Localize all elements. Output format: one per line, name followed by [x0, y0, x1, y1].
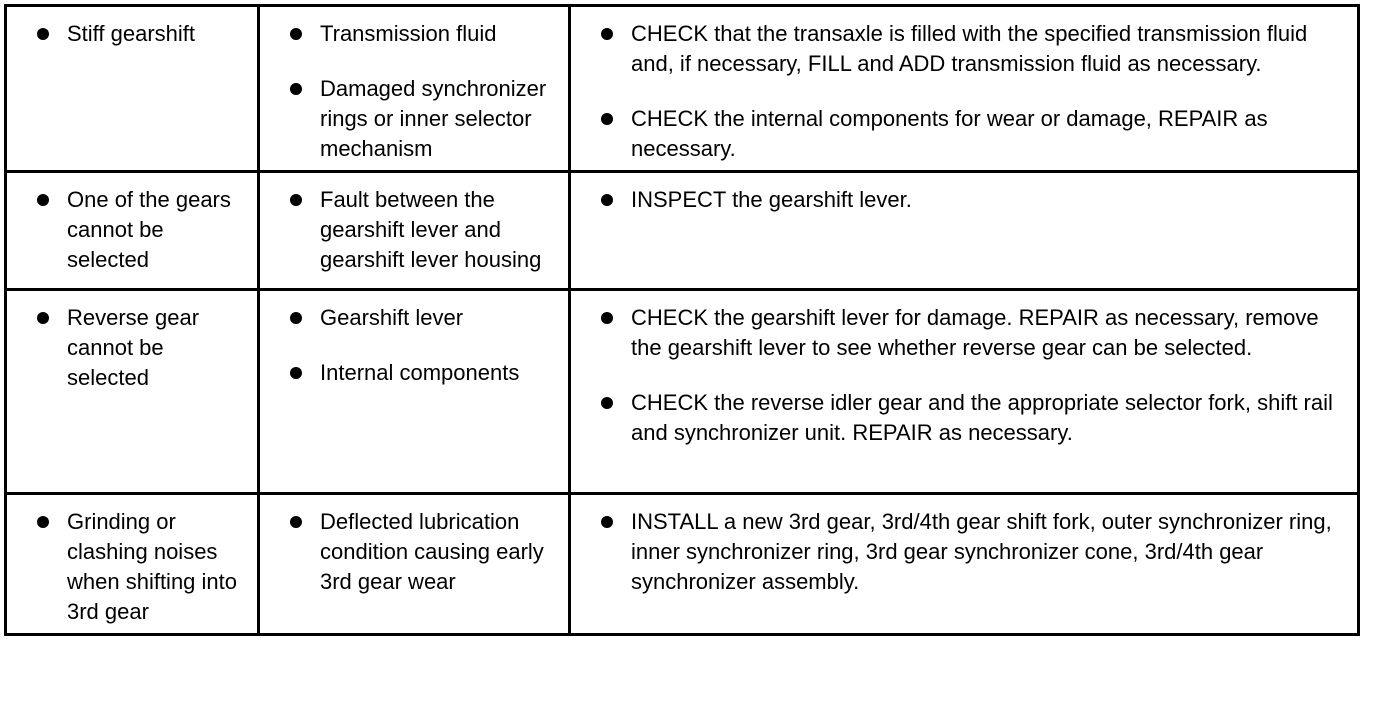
action-item: CHECK that the transaxle is filled with the specified transmission fluid and, if necessary, FILL and ADD transmission fluid as necessary. [595, 19, 1349, 79]
action-item: INSTALL a new 3rd gear, 3rd/4th gear shift fork, outer synchronizer ring, inner synchronizer ring, 3rd gear synchronizer cone, 3rd/4th gear synchronizer assembly. [595, 507, 1349, 597]
cause-item: Gearshift lever [284, 303, 560, 333]
cause-item: Internal components [284, 358, 560, 388]
action-item: CHECK the internal components for wear or damage, REPAIR as necessary. [595, 104, 1349, 164]
cause-item: Fault between the gearshift lever and gearshift lever housing [284, 185, 560, 275]
cause-cell [259, 172, 570, 290]
cause-cell [259, 6, 570, 172]
table-row [6, 290, 1359, 494]
cause-item: Damaged synchronizer rings or inner selector mechanism [284, 74, 560, 164]
condition-item: Stiff gearshift [31, 19, 249, 49]
cause-cell [259, 290, 570, 494]
condition-item: Grinding or clashing noises when shifting into 3rd gear [31, 507, 249, 627]
diagnosis-table [4, 4, 1360, 636]
table-row [6, 172, 1359, 290]
condition-cell [6, 6, 259, 172]
table-row [6, 494, 1359, 635]
condition-cell [6, 172, 259, 290]
condition-cell [6, 290, 259, 494]
cause-cell [259, 494, 570, 635]
action-item: INSPECT the gearshift lever. [595, 185, 1349, 215]
cause-item: Deflected lubrication condition causing early 3rd gear wear [284, 507, 560, 597]
condition-item: One of the gears cannot be selected [31, 185, 249, 275]
action-item: CHECK the gearshift lever for damage. REPAIR as necessary, remove the gearshift lever to see whether reverse gear can be selected. [595, 303, 1349, 363]
condition-item: Reverse gear cannot be selected [31, 303, 249, 393]
table-row [6, 6, 1359, 172]
action-cell [570, 172, 1359, 290]
cause-item: Transmission fluid [284, 19, 560, 49]
condition-cell [6, 494, 259, 635]
action-cell [570, 6, 1359, 172]
action-item: CHECK the reverse idler gear and the appropriate selector fork, shift rail and synchronizer unit. REPAIR as necessary. [595, 388, 1349, 448]
action-cell [570, 290, 1359, 494]
action-cell [570, 494, 1359, 635]
